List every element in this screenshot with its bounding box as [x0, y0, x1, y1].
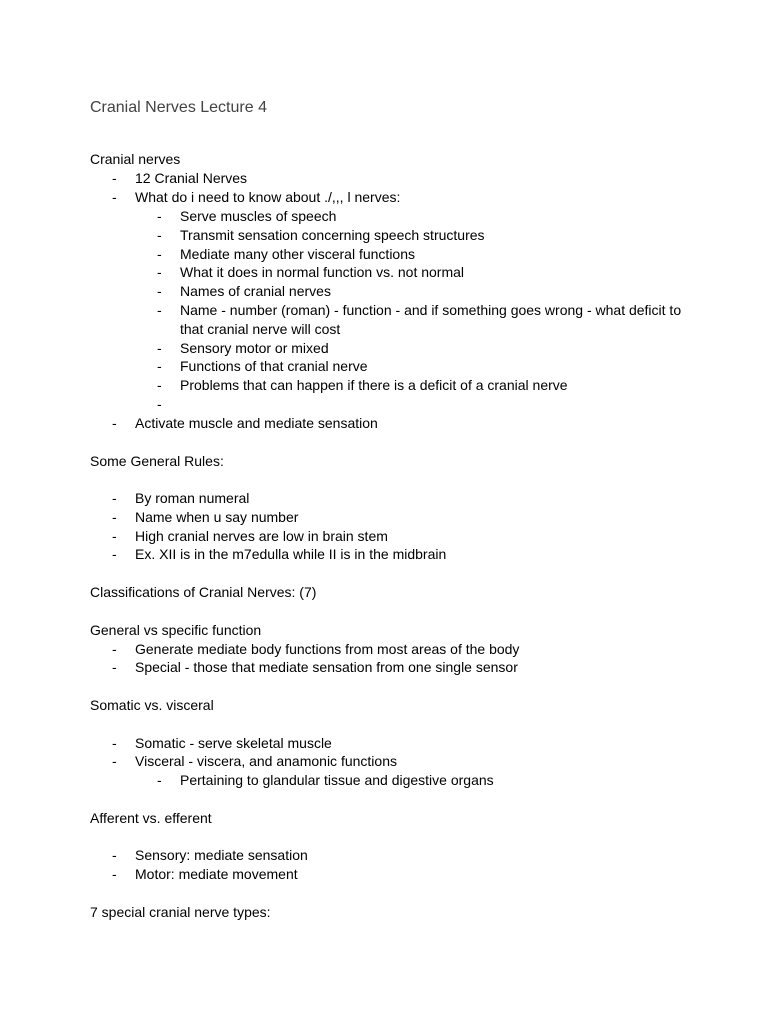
bullet-dash: -: [157, 358, 162, 374]
section-heading: Some General Rules:: [90, 453, 224, 469]
list-item: What it does in normal function vs. not normal: [180, 264, 465, 280]
bullet-dash: -: [112, 546, 117, 562]
list-item: Mediate many other visceral functions: [180, 246, 415, 262]
bullet-dash: -: [157, 302, 162, 318]
section-heading: Classifications of Cranial Nerves: (7): [90, 584, 317, 600]
list-item: Names of cranial nerves: [180, 283, 331, 299]
bullet-dash: -: [112, 735, 117, 751]
bullet-dash: -: [157, 283, 162, 299]
list-item: Name when u say number: [135, 509, 299, 525]
list-item-continuation: that cranial nerve will cost: [180, 321, 341, 337]
bullet-dash: -: [157, 772, 162, 788]
list-item: What do i need to know about ./,,, l nerves:: [135, 189, 401, 205]
bullet-dash: -: [112, 528, 117, 544]
list-item: High cranial nerves are low in brain stem: [135, 528, 388, 544]
bullet-dash: -: [157, 396, 162, 412]
bullet-dash: -: [112, 753, 117, 769]
bullet-dash: -: [157, 264, 162, 280]
bullet-dash: -: [157, 340, 162, 356]
list-item: Transmit sensation concerning speech structures: [180, 227, 485, 243]
list-item: Visceral - viscera, and anamonic functions: [135, 753, 397, 769]
list-item: Pertaining to glandular tissue and digestive organs: [180, 772, 494, 788]
bullet-dash: -: [112, 189, 117, 205]
bullet-dash: -: [112, 847, 117, 863]
bullet-dash: -: [112, 641, 117, 657]
list-item: Sensory motor or mixed: [180, 340, 329, 356]
list-item: Functions of that cranial nerve: [180, 358, 368, 374]
bullet-dash: -: [112, 866, 117, 882]
list-item: Somatic - serve skeletal muscle: [135, 735, 332, 751]
list-item: Ex. XII is in the m7edulla while II is in the midbrain: [135, 546, 447, 562]
bullet-dash: -: [157, 377, 162, 393]
bullet-dash: -: [157, 227, 162, 243]
list-item: By roman numeral: [135, 490, 250, 506]
section-heading: 7 special cranial nerve types:: [90, 904, 271, 920]
list-item: Motor: mediate movement: [135, 866, 298, 882]
list-item: Activate muscle and mediate sensation: [135, 415, 378, 431]
section-heading: Afferent vs. efferent: [90, 810, 212, 826]
bullet-dash: -: [112, 509, 117, 525]
bullet-dash: -: [112, 170, 117, 186]
list-item: Problems that can happen if there is a deficit of a cranial nerve: [180, 377, 568, 393]
bullet-dash: -: [112, 659, 117, 675]
section-heading: Cranial nerves: [90, 151, 181, 167]
bullet-dash: -: [112, 490, 117, 506]
list-item: Sensory: mediate sensation: [135, 847, 308, 863]
list-item: Serve muscles of speech: [180, 208, 337, 224]
section-heading: General vs specific function: [90, 622, 262, 638]
bullet-dash: -: [112, 415, 117, 431]
list-item: Special - those that mediate sensation from one single sensor: [135, 659, 518, 675]
list-item: Generate mediate body functions from most areas of the body: [135, 641, 520, 657]
section-heading: Somatic vs. visceral: [90, 697, 214, 713]
bullet-dash: -: [157, 208, 162, 224]
list-item: 12 Cranial Nerves: [135, 170, 248, 186]
bullet-dash: -: [157, 246, 162, 262]
list-item: Name - number (roman) - function - and if something goes wrong - what deficit to: [180, 302, 682, 318]
document-title: Cranial Nerves Lecture 4: [90, 99, 267, 116]
